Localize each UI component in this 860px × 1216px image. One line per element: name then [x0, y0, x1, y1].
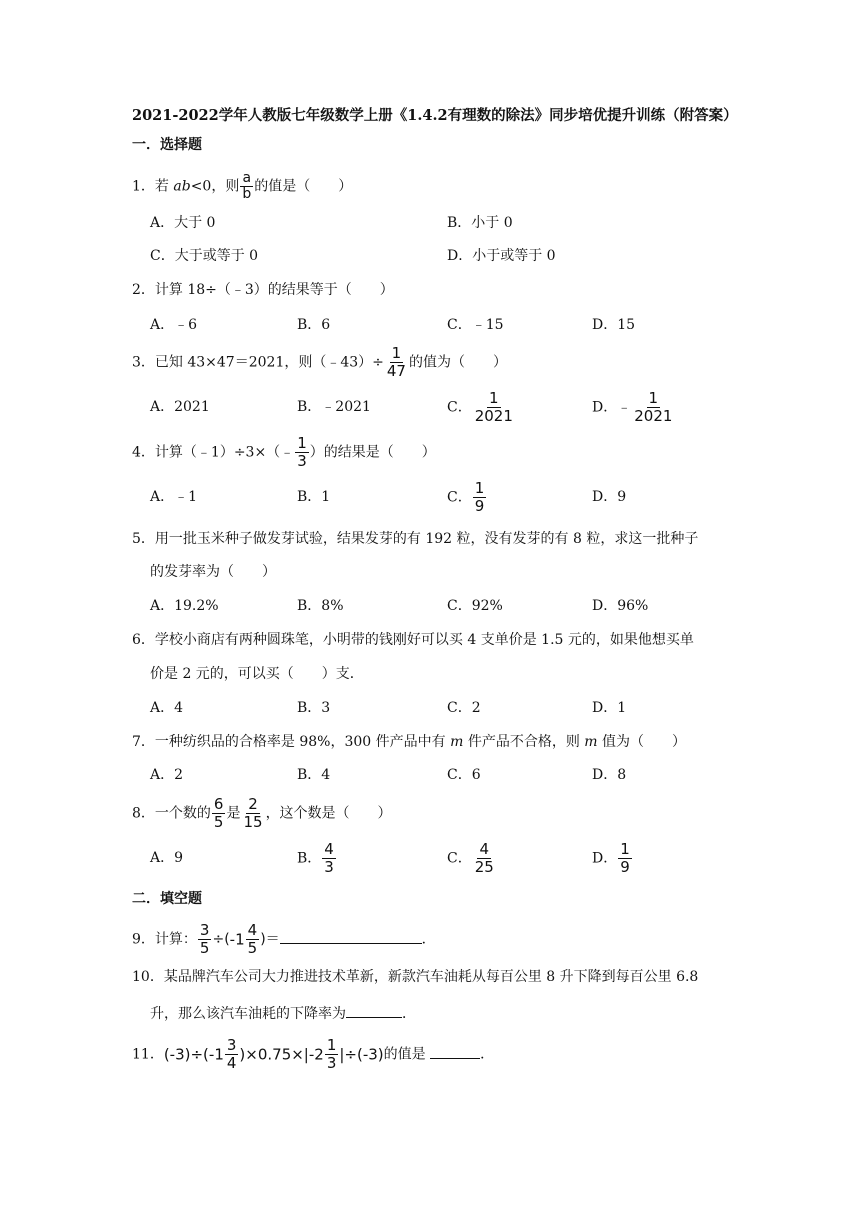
q4-option-d: D．9: [592, 489, 627, 505]
document-title: 2021-2022学年人教版七年级数学上册《1.4.2有理数的除法》同步培优提升训练（附答案）: [132, 107, 738, 124]
q3-option-c: C． $\frac{1}{2021}$: [447, 389, 513, 425]
q3-fraction: $\frac{1}{47}$: [386, 344, 406, 380]
q4-fraction: $\frac{1}{3}$: [297, 434, 307, 470]
q7-option-a: A．2: [150, 767, 184, 783]
q1-option-a: A．大于 0: [150, 215, 216, 231]
question-3: [132, 345, 507, 380]
q5-option-d: D．96%: [592, 598, 649, 614]
q6-option-c: C．2: [447, 700, 481, 716]
q1-option-d: D．小于或等于 0: [447, 248, 556, 264]
q11-fraction-2: $\frac{1}{3}$: [326, 1036, 337, 1072]
q10-answer-blank[interactable]: [346, 1003, 402, 1018]
q8-option-a: A．9: [150, 850, 184, 866]
q8-option-b: B． $\frac{4}{3}$: [297, 840, 334, 876]
question-6-line-1: 6．学校小商店有两种圆珠笔，小明带的钱刚好可以买 4 支单价是 1.5 元的，如果他想买单: [132, 632, 694, 648]
question-9: 9．计算： $\frac{3}{5}$ ÷(-1 $\frac{4}{5}$ )＝ ．: [132, 921, 436, 957]
question-2: 2．计算 18÷（﹣3）的结果等于（ ）: [132, 282, 394, 298]
q4-c-fraction: $\frac{1}{9}$: [474, 479, 485, 515]
q4-option-b: B．1: [297, 489, 331, 505]
q1-option-c: C．大于或等于 0: [150, 248, 259, 264]
question-8: 8．一个数的 $\frac{6}{5}$ 是 $\frac{2}{15}$ ，这个数是（ ）: [132, 795, 392, 831]
q3-option-d: D．﹣ $\frac{1}{2021}$: [592, 389, 673, 425]
q3-c-fraction: $\frac{1}{2021}$: [474, 389, 513, 425]
q9-answer-blank[interactable]: [280, 929, 422, 944]
q7-var-m-2: m: [584, 734, 598, 750]
q7-option-b: B．4: [297, 767, 331, 783]
question-1: [132, 171, 352, 202]
q1-option-b: B．小于 0: [447, 215, 513, 231]
q9-fraction-1: $\frac{3}{5}$: [199, 921, 210, 957]
q7-option-d: D．8: [592, 767, 627, 783]
q7-var-m: m: [450, 734, 464, 750]
q11-fraction-1: $\frac{3}{4}$: [226, 1036, 237, 1072]
q3-post: 的值为（ ）: [408, 354, 507, 371]
question-11: 11．(-3)÷(-1 $\frac{3}{4}$ )×0.75×|-2 $\frac{1}{3}$ |÷(-3)的值是 ．: [132, 1036, 495, 1072]
q8-c-fraction: $\frac{4}{25}$: [474, 840, 494, 876]
q2-option-b: B．6: [297, 317, 331, 333]
q5-option-b: B．8%: [297, 598, 344, 614]
question-7: 7．一种纺织品的合格率是 98%，300 件产品中有 m 件产品不合格，则 m 值为（ ）: [132, 734, 687, 750]
q8-b-fraction: $\frac{4}{3}$: [324, 840, 334, 876]
q7-option-c: C．6: [447, 767, 481, 783]
q3-pre: 3．已知 43×47＝2021，则（﹣43）÷: [132, 354, 384, 371]
question-10-line-2: 升，那么该汽车油耗的下降率为 ．: [150, 1003, 416, 1023]
q5-option-c: C．92%: [447, 598, 503, 614]
question-10-line-1: 10．某品牌汽车公司大力推进技术革新，新款汽车油耗从每百公里 8 升下降到每百公里 6.8: [132, 969, 699, 985]
q4-option-a: A．﹣1: [150, 489, 198, 505]
q4-pre: 4．计算（﹣1）÷3×（﹣: [132, 444, 295, 461]
q5-option-a: A．19.2%: [150, 598, 219, 614]
q6-option-b: B．3: [297, 700, 331, 716]
q1-var-ab: ab: [173, 178, 191, 195]
q4-option-c: C． $\frac{1}{9}$: [447, 479, 485, 515]
q2-option-c: C．﹣15: [447, 317, 504, 333]
question-5-line-2: 的发芽率为（ ）: [150, 564, 276, 580]
question-5-line-1: 5．用一批玉米种子做发芽试验，结果发芽的有 192 粒，没有发芽的有 8 粒，求这一批种子: [132, 531, 699, 547]
q2-option-a: A．﹣6: [150, 317, 198, 333]
question-6-line-2: 价是 2 元的，可以买（ ）支．: [150, 666, 364, 682]
question-4: [132, 435, 436, 470]
q9-fraction-2: $\frac{4}{5}$: [247, 921, 258, 957]
q8-option-c: C． $\frac{4}{25}$: [447, 840, 494, 876]
section-heading-choice: 一．选择题: [132, 137, 202, 153]
q3-d-fraction: $\frac{1}{2021}$: [634, 389, 673, 425]
q8-fraction-1: $\frac{6}{5}$: [213, 795, 224, 831]
q3-option-b: B．﹣2021: [297, 399, 371, 415]
q6-option-a: A．4: [150, 700, 184, 716]
q11-answer-blank[interactable]: [430, 1044, 480, 1059]
q6-option-d: D．1: [592, 700, 627, 716]
q1-mid: <0，则: [190, 178, 240, 195]
q3-option-a: A．2021: [150, 399, 210, 415]
q1-fraction: $\frac{a}{b}$: [242, 170, 252, 202]
q1-post: 的值是（ ）: [254, 178, 353, 195]
q8-option-d: D． $\frac{1}{9}$: [592, 840, 630, 876]
q2-option-d: D．15: [592, 317, 636, 333]
q8-d-fraction: $\frac{1}{9}$: [620, 840, 630, 876]
q8-fraction-2: $\frac{2}{15}$: [243, 795, 263, 831]
section-heading-fill: 二．填空题: [132, 891, 202, 907]
q1-pre: 若: [154, 178, 174, 195]
q1-number: 1．: [132, 178, 155, 195]
q4-post: ）的结果是（ ）: [309, 444, 436, 461]
